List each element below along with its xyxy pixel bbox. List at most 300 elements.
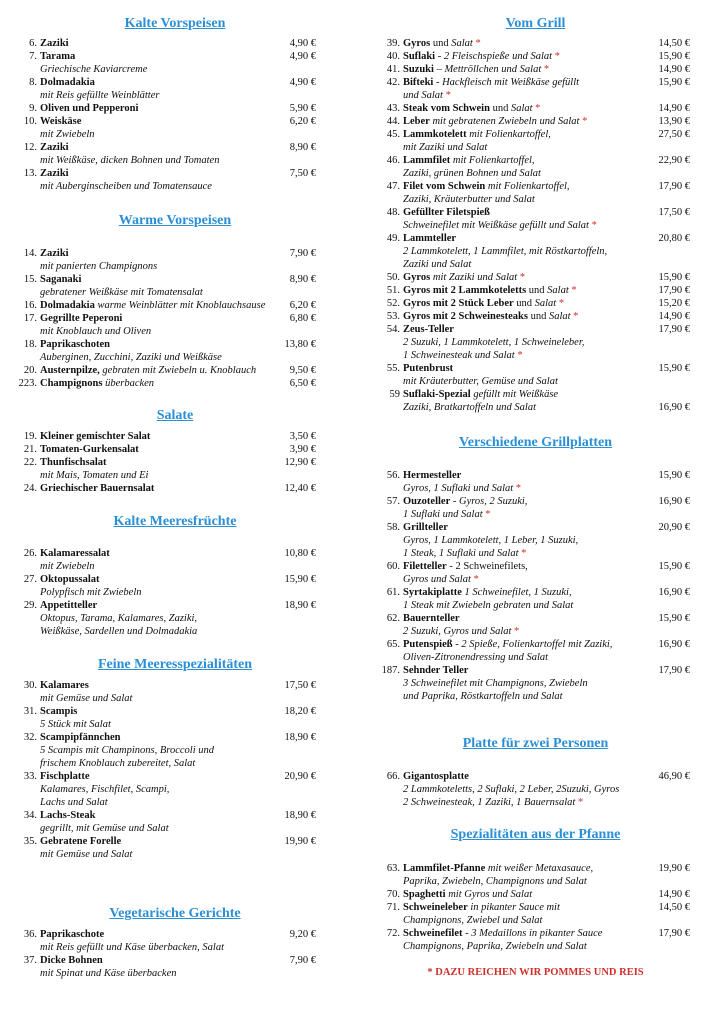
item-text: Gyros, 1 Suflaki und Salat bbox=[403, 483, 514, 494]
item-price: 16,90 € bbox=[658, 402, 690, 413]
item-number: 49. bbox=[386, 233, 400, 244]
star-marker: * bbox=[588, 220, 597, 231]
item-price: 27,50 € bbox=[658, 129, 690, 140]
item-price: 15,90 € bbox=[658, 613, 690, 624]
item-description-row bbox=[357, 796, 697, 809]
item-number: 42. bbox=[386, 77, 400, 88]
item-text: überbacken bbox=[102, 378, 155, 389]
menu-item bbox=[0, 770, 340, 809]
item-text: Champignons, Paprika, Zwiebeln und Salat bbox=[403, 941, 587, 952]
item-number: 41. bbox=[386, 64, 400, 75]
item-text: 1 Suflaki und Salat bbox=[403, 509, 483, 520]
item-description-row bbox=[0, 757, 340, 770]
item-description-row bbox=[357, 349, 697, 362]
item-price: 15,90 € bbox=[658, 363, 690, 374]
menu-item bbox=[357, 664, 697, 703]
item-price: 12,40 € bbox=[284, 483, 316, 494]
item-number: 45. bbox=[386, 129, 400, 140]
item-text: Zaziki bbox=[40, 248, 69, 259]
item-text: Zaziki und Salat bbox=[403, 259, 472, 270]
item-description bbox=[40, 325, 151, 338]
item-text: Filetteller bbox=[403, 561, 447, 572]
item-number: 30. bbox=[23, 680, 37, 691]
item-number: 29. bbox=[23, 600, 37, 611]
item-description-row bbox=[357, 547, 697, 560]
item-number: 62. bbox=[386, 613, 400, 624]
item-description-row bbox=[357, 167, 697, 180]
star-marker: * bbox=[532, 103, 541, 114]
item-description bbox=[403, 167, 541, 180]
item-name bbox=[403, 102, 540, 115]
item-row bbox=[357, 770, 697, 783]
item-text: Hermesteller bbox=[403, 470, 462, 481]
item-name bbox=[403, 862, 593, 875]
item-text: Salat bbox=[451, 38, 473, 49]
item-number: 18. bbox=[23, 339, 37, 350]
item-name bbox=[403, 638, 612, 651]
item-row bbox=[357, 560, 697, 573]
item-text: Leber bbox=[403, 116, 430, 127]
item-number: 39. bbox=[386, 38, 400, 49]
item-row bbox=[0, 50, 340, 63]
item-price: 7,90 € bbox=[289, 248, 316, 259]
item-name bbox=[40, 482, 154, 495]
item-text: Oliven-Zitronendressing und Salat bbox=[403, 652, 549, 663]
item-text: Steak vom Schwein bbox=[403, 103, 490, 114]
item-description-row bbox=[0, 744, 340, 757]
item-description-row bbox=[0, 260, 340, 273]
menu-item bbox=[0, 167, 340, 193]
item-text: 2 Schweinesteak, 1 Zaziki, 1 Bauernsalat bbox=[403, 797, 576, 808]
item-name bbox=[403, 154, 535, 167]
item-text: Zaziki, Kräuterbutter und Salat bbox=[403, 194, 535, 205]
item-description bbox=[403, 940, 587, 953]
item-number: 61. bbox=[386, 587, 400, 598]
item-price: 4,90 € bbox=[289, 51, 316, 62]
item-number: 37. bbox=[23, 955, 37, 966]
item-price: 22,90 € bbox=[658, 155, 690, 166]
item-text: mit Folienkartoffel, bbox=[485, 181, 570, 192]
item-text: 2 Suzuki, Gyros und Salat bbox=[403, 626, 512, 637]
item-text: Syrtakiplatte bbox=[403, 587, 462, 598]
star-marker: * bbox=[556, 298, 565, 309]
item-number: 8. bbox=[29, 77, 37, 88]
menu-column-right bbox=[357, 0, 714, 1024]
item-text: Zaziki, Bratkartoffeln und Salat bbox=[403, 402, 536, 413]
item-name bbox=[40, 115, 81, 128]
item-name bbox=[403, 362, 453, 375]
item-description-row bbox=[0, 154, 340, 167]
item-price: 16,90 € bbox=[658, 496, 690, 507]
item-price: 15,90 € bbox=[658, 272, 690, 283]
item-name bbox=[403, 284, 577, 297]
item-text: mit Spinat und Käse überbacken bbox=[40, 968, 177, 979]
item-text: Salat bbox=[510, 103, 533, 114]
item-text: 1 Schweinefilet, 1 Suzuki, bbox=[461, 587, 572, 598]
item-text: mit Mais, Tomaten und Ei bbox=[40, 470, 149, 481]
item-number: 47. bbox=[386, 181, 400, 192]
item-row bbox=[0, 247, 340, 260]
item-name bbox=[40, 377, 154, 390]
item-row bbox=[357, 76, 697, 89]
item-text: gebratener Weißkäse mit Tomatensalat bbox=[40, 287, 203, 298]
item-text: Schweineleber bbox=[403, 902, 468, 913]
item-number: 12. bbox=[23, 142, 37, 153]
item-text: mit Gemüse und Salat bbox=[40, 693, 133, 704]
item-description-row bbox=[0, 180, 340, 193]
item-name bbox=[40, 76, 95, 89]
star-marker: * bbox=[518, 548, 527, 559]
item-description-row bbox=[357, 875, 697, 888]
menu-item bbox=[0, 456, 340, 482]
item-number: 7. bbox=[29, 51, 37, 62]
item-number: 56. bbox=[386, 470, 400, 481]
menu-item bbox=[0, 377, 340, 390]
item-description-row bbox=[0, 783, 340, 796]
item-price: 7,50 € bbox=[289, 168, 316, 179]
item-text: Salat bbox=[534, 298, 557, 309]
item-name bbox=[403, 664, 468, 677]
item-row bbox=[0, 76, 340, 89]
item-text: Kalamares, Fischfilet, Scampi, bbox=[40, 784, 170, 795]
menu-item bbox=[357, 362, 697, 388]
item-description bbox=[403, 245, 607, 258]
item-name bbox=[403, 469, 461, 482]
item-price: 19,90 € bbox=[284, 836, 316, 847]
item-text: Suzuki bbox=[403, 64, 434, 75]
menu-item bbox=[0, 102, 340, 115]
item-price: 14,50 € bbox=[658, 902, 690, 913]
item-text: und bbox=[489, 103, 511, 114]
item-row bbox=[357, 469, 697, 482]
item-text: gegrillt, mit Gemüse und Salat bbox=[40, 823, 169, 834]
item-text: Lachs-Steak bbox=[40, 810, 96, 821]
menu-item bbox=[0, 338, 340, 364]
item-row bbox=[357, 284, 697, 297]
item-name bbox=[403, 495, 527, 508]
item-text: frischem Knoblauch zubereitet, Salat bbox=[40, 758, 196, 769]
item-number: 43. bbox=[386, 103, 400, 114]
item-name bbox=[403, 76, 579, 89]
item-name bbox=[40, 928, 104, 941]
item-number: 26. bbox=[23, 548, 37, 559]
section-items bbox=[357, 770, 697, 809]
item-number: 19. bbox=[23, 431, 37, 442]
item-text: Lammteller bbox=[403, 233, 457, 244]
section-items bbox=[0, 430, 340, 495]
item-row bbox=[357, 180, 697, 193]
section-items bbox=[357, 469, 697, 703]
item-text: Oktopus, Tarama, Kalamares, Zaziki, bbox=[40, 613, 198, 624]
item-text: Salat bbox=[547, 285, 569, 296]
menu-item bbox=[357, 521, 697, 560]
item-row bbox=[357, 50, 697, 63]
item-text: Zaziki bbox=[40, 38, 69, 49]
item-row bbox=[0, 299, 340, 312]
item-text: mit Kräuterbutter, Gemüse und Salat bbox=[403, 376, 558, 387]
item-row bbox=[357, 323, 697, 336]
item-price: 15,90 € bbox=[284, 574, 316, 585]
item-description-row bbox=[357, 336, 697, 349]
menu-item bbox=[357, 586, 697, 612]
item-text: Suflaki-Spezial bbox=[403, 389, 471, 400]
menu-item bbox=[0, 809, 340, 835]
item-text: Suflaki bbox=[403, 51, 436, 62]
item-description bbox=[403, 336, 584, 349]
item-description-row bbox=[0, 586, 340, 599]
item-number: 59 bbox=[389, 389, 400, 400]
item-description-row bbox=[357, 482, 697, 495]
item-name bbox=[40, 430, 150, 443]
item-text: Gyros mit 2 Stück Leber bbox=[403, 298, 514, 309]
item-text: Champignons bbox=[40, 378, 103, 389]
item-text: Gyros mit 2 Schweinesteaks bbox=[403, 311, 528, 322]
item-price: 17,50 € bbox=[658, 207, 690, 218]
item-price: 15,90 € bbox=[658, 77, 690, 88]
item-description bbox=[40, 469, 148, 482]
item-text: Lachs und Salat bbox=[40, 797, 108, 808]
menu-item bbox=[357, 206, 697, 232]
item-row bbox=[357, 362, 697, 375]
item-description-row bbox=[0, 692, 340, 705]
item-text: Kalamaressalat bbox=[40, 548, 110, 559]
item-text: mit Weißkäse, dicken Bohnen und Tomaten bbox=[40, 155, 220, 166]
item-name bbox=[403, 560, 528, 573]
item-price: 18,90 € bbox=[284, 600, 316, 611]
item-text: und Salat bbox=[403, 90, 443, 101]
item-text: Lammkotelett bbox=[403, 129, 467, 140]
item-row bbox=[0, 954, 340, 967]
item-number: 223. bbox=[18, 378, 37, 389]
item-description-row bbox=[0, 822, 340, 835]
menu-item bbox=[0, 273, 340, 299]
item-text: 3 Schweinefilet mit Champignons, Zwiebeln bbox=[403, 678, 588, 689]
item-description-row bbox=[0, 612, 340, 625]
item-price: 14,50 € bbox=[658, 38, 690, 49]
item-name bbox=[403, 37, 481, 50]
item-text: Gigantosplatte bbox=[403, 771, 469, 782]
item-description-row bbox=[357, 508, 697, 521]
item-price: 14,90 € bbox=[658, 103, 690, 114]
menu-item bbox=[357, 76, 697, 102]
item-number: 10. bbox=[23, 116, 37, 127]
star-marker: * bbox=[541, 64, 550, 75]
item-name bbox=[403, 586, 572, 599]
item-text: Schweinefilet bbox=[403, 928, 463, 939]
menu-item bbox=[357, 612, 697, 638]
item-price: 46,90 € bbox=[658, 771, 690, 782]
menu-item bbox=[0, 482, 340, 495]
menu-item bbox=[357, 388, 697, 414]
menu-item bbox=[357, 469, 697, 495]
item-description-row bbox=[357, 914, 697, 927]
item-row bbox=[0, 273, 340, 286]
item-text: Gefüllter Filetspieß bbox=[403, 207, 490, 218]
item-row bbox=[357, 901, 697, 914]
item-name bbox=[40, 573, 100, 586]
item-number: 15. bbox=[23, 274, 37, 285]
item-text: Scampipfännchen bbox=[40, 732, 121, 743]
item-row bbox=[0, 928, 340, 941]
item-name bbox=[403, 310, 578, 323]
item-name bbox=[403, 927, 602, 940]
item-description-row bbox=[357, 141, 697, 154]
item-text: 5 Stück mit Salat bbox=[40, 719, 111, 730]
item-text: Schweinefilet mit Weißkäse gefüllt und Salat bbox=[403, 220, 589, 231]
item-text: 5 Scampis mit Champinons, Broccoli und bbox=[40, 745, 215, 756]
section-heading: Verschiedene Grillplatten bbox=[458, 435, 613, 450]
item-row bbox=[0, 430, 340, 443]
item-text: Filet vom Schwein bbox=[403, 181, 486, 192]
item-text: Appetitteller bbox=[40, 600, 98, 611]
item-text: mit gebratenen Zwiebeln und Salat bbox=[429, 116, 580, 127]
item-price: 15,20 € bbox=[658, 298, 690, 309]
section-heading: Platte für zwei Personen bbox=[462, 736, 609, 751]
item-row bbox=[0, 770, 340, 783]
item-name bbox=[403, 770, 469, 783]
menu-item bbox=[357, 901, 697, 927]
item-number: 51. bbox=[386, 285, 400, 296]
star-marker: * bbox=[575, 797, 584, 808]
section-items bbox=[0, 679, 340, 861]
item-name bbox=[40, 809, 95, 822]
item-description bbox=[403, 677, 588, 690]
item-price: 4,90 € bbox=[289, 38, 316, 49]
section-heading: Vegetarische Gerichte bbox=[109, 906, 241, 921]
item-name bbox=[403, 180, 570, 193]
item-description bbox=[403, 599, 573, 612]
item-number: 33. bbox=[23, 771, 37, 782]
item-row bbox=[357, 388, 697, 401]
item-row bbox=[0, 679, 340, 692]
section-items bbox=[0, 247, 340, 390]
item-name bbox=[40, 599, 97, 612]
item-row bbox=[357, 115, 697, 128]
item-row bbox=[357, 232, 697, 245]
item-text: Tomaten-Gurkensalat bbox=[40, 444, 139, 455]
menu-item bbox=[0, 573, 340, 599]
item-price: 6,50 € bbox=[289, 378, 316, 389]
item-text: 2 Lammkotelett, 1 Lammfilet, mit Röstkartoffeln, bbox=[403, 246, 608, 257]
item-price: 8,90 € bbox=[289, 274, 316, 285]
item-text: Griechischer Bauernsalat bbox=[40, 483, 155, 494]
menu-item bbox=[0, 430, 340, 443]
item-price: 3,90 € bbox=[289, 444, 316, 455]
item-row bbox=[0, 37, 340, 50]
item-number: 52. bbox=[386, 298, 400, 309]
item-row bbox=[0, 835, 340, 848]
section-items bbox=[0, 547, 340, 638]
item-text: - 2 Spieße, Folienkartoffel mit Zaziki, bbox=[452, 639, 613, 650]
item-description bbox=[40, 612, 197, 625]
item-description bbox=[40, 180, 212, 193]
item-row bbox=[0, 456, 340, 469]
item-description-row bbox=[357, 219, 697, 232]
item-text: Gyros und Salat bbox=[403, 574, 471, 585]
section-heading: Kalte Vorspeisen bbox=[124, 16, 226, 31]
menu-item bbox=[357, 284, 697, 297]
item-text: Dolmadakia bbox=[40, 77, 95, 88]
item-text: - 2 Schweinefilets, bbox=[446, 561, 528, 572]
item-description bbox=[403, 783, 619, 796]
item-number: 21. bbox=[23, 444, 37, 455]
item-row bbox=[357, 154, 697, 167]
menu-item bbox=[357, 770, 697, 809]
menu-item bbox=[357, 232, 697, 271]
item-price: 17,90 € bbox=[658, 285, 690, 296]
item-description-row bbox=[0, 560, 340, 573]
item-name bbox=[40, 299, 265, 312]
menu-item bbox=[357, 128, 697, 154]
item-text: und Paprika, Röstkartoffeln und Salat bbox=[403, 691, 563, 702]
item-description bbox=[40, 89, 159, 102]
item-price: 15,90 € bbox=[658, 470, 690, 481]
item-text: mit panierten Champignons bbox=[40, 261, 158, 272]
item-description-row bbox=[357, 625, 697, 638]
item-price: 4,90 € bbox=[289, 77, 316, 88]
menu-item bbox=[0, 928, 340, 954]
item-number: 58. bbox=[386, 522, 400, 533]
item-row bbox=[357, 862, 697, 875]
item-text: 1 Steak, 1 Suflaki und Salat bbox=[403, 548, 519, 559]
item-description-row bbox=[357, 401, 697, 414]
item-name bbox=[40, 312, 122, 325]
item-description bbox=[40, 286, 203, 299]
item-price: 17,90 € bbox=[658, 181, 690, 192]
star-marker: * bbox=[513, 483, 522, 494]
item-description bbox=[40, 783, 169, 796]
item-name bbox=[40, 705, 77, 718]
item-name bbox=[403, 901, 560, 914]
item-description-row bbox=[357, 258, 697, 271]
item-description-row bbox=[357, 573, 697, 586]
menu-item bbox=[357, 495, 697, 521]
item-price: 20,90 € bbox=[284, 771, 316, 782]
star-marker: * bbox=[579, 116, 588, 127]
item-number: 36. bbox=[23, 929, 37, 940]
item-text: Putenbrust bbox=[403, 363, 454, 374]
item-description-row bbox=[0, 941, 340, 954]
item-text: Bifteki bbox=[403, 77, 434, 88]
item-description-row bbox=[0, 848, 340, 861]
item-description-row bbox=[357, 599, 697, 612]
item-number: 6. bbox=[29, 38, 37, 49]
item-description-row bbox=[357, 375, 697, 388]
item-row bbox=[357, 128, 697, 141]
item-row bbox=[357, 888, 697, 901]
menu-item bbox=[0, 835, 340, 861]
item-description bbox=[403, 349, 523, 362]
item-price: 6,20 € bbox=[289, 116, 316, 127]
item-description-row bbox=[357, 690, 697, 703]
item-description-row bbox=[0, 967, 340, 980]
item-price: 18,20 € bbox=[284, 706, 316, 717]
item-description bbox=[40, 848, 132, 861]
item-description bbox=[403, 796, 583, 809]
item-description bbox=[403, 573, 479, 586]
item-text: Griechische Kaviarcreme bbox=[40, 64, 148, 75]
item-price: 8,90 € bbox=[289, 142, 316, 153]
item-description bbox=[40, 260, 157, 273]
item-description bbox=[40, 941, 224, 954]
item-description bbox=[40, 625, 197, 638]
item-text: mit Zaziki und Salat bbox=[430, 272, 518, 283]
item-text: Saganaki bbox=[40, 274, 82, 285]
item-text: mit Gyros und Salat bbox=[445, 889, 533, 900]
menu-item bbox=[357, 271, 697, 284]
item-text: mit Zaziki und Salat bbox=[403, 142, 488, 153]
star-marker: * bbox=[511, 626, 520, 637]
